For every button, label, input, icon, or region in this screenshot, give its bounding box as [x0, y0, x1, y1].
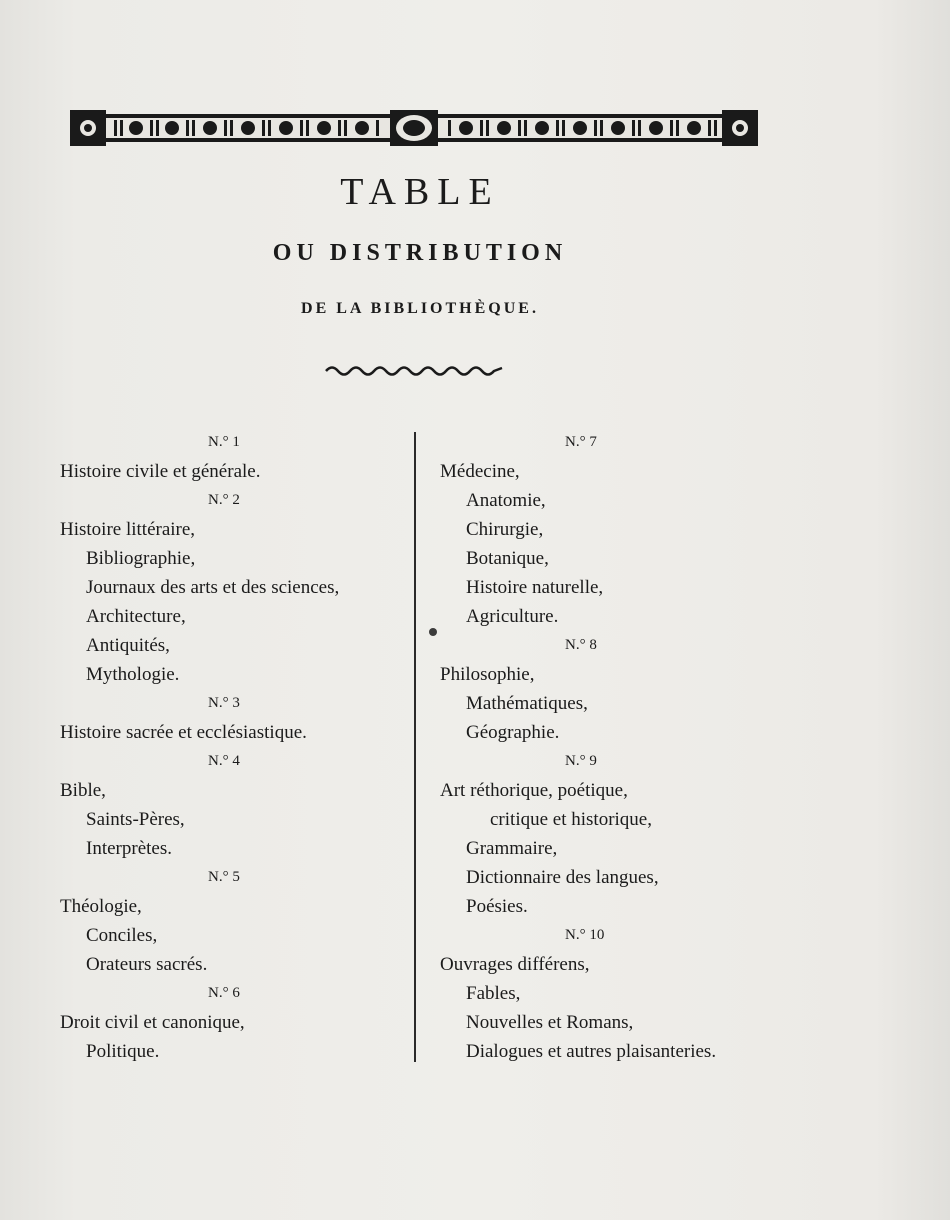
subsection-item: Anatomie, [466, 490, 546, 511]
subsection-item: Saints-Pères, [86, 809, 185, 830]
subsection-item: Journaux des arts et des sciences, [86, 577, 340, 598]
section-number: N.° 8 [565, 637, 597, 653]
section-number: N.° 3 [208, 695, 240, 711]
subsection-item: Grammaire, [466, 838, 558, 859]
subsection-item: Antiquités, [86, 635, 170, 656]
subsection-item: Mathématiques, [466, 693, 588, 714]
subsection-item: Politique. [86, 1041, 160, 1062]
subsection-item: Conciles, [86, 925, 158, 946]
section-number: N.° 4 [208, 753, 240, 769]
subsection-item: Nouvelles et Romans, [466, 1012, 634, 1033]
ink-spot [429, 628, 437, 636]
section-heading: Art réthorique, poétique, [440, 780, 628, 801]
subsection-item: Poésies. [466, 896, 528, 917]
page-subsubtitle: DE LA BIBLIOTHÈQUE. [301, 300, 539, 317]
section-number: N.° 7 [565, 434, 597, 450]
subsection-item: Fables, [466, 983, 521, 1004]
subsection-item: critique et historique, [490, 809, 652, 830]
squiggle-ornament [324, 362, 504, 376]
right-column [440, 428, 780, 1066]
section-number: N.° 5 [208, 869, 240, 885]
subsection-item: Architecture, [86, 606, 186, 627]
subsection-item: Chirurgie, [466, 519, 544, 540]
subsection-item: Histoire naturelle, [466, 577, 604, 598]
subsection-item: Orateurs sacrés. [86, 954, 208, 975]
page-subtitle: OU DISTRIBUTION [272, 240, 568, 266]
subsection-item: Agriculture. [466, 606, 559, 627]
subsection-item: Mythologie. [86, 664, 180, 685]
column-divider [414, 432, 416, 1062]
subsection-item: Bibliographie, [86, 548, 196, 569]
left-column [60, 428, 410, 1066]
section-number: N.° 10 [565, 927, 605, 943]
subsection-item: Géographie. [466, 722, 560, 743]
section-heading: Théologie, [60, 896, 142, 917]
page-title: TABLE [340, 171, 500, 213]
section-heading: Histoire littéraire, [60, 519, 196, 540]
ornamental-border [70, 110, 758, 146]
section-heading: Médecine, [440, 461, 520, 482]
section-heading: Philosophie, [440, 664, 535, 685]
section-heading: Droit civil et canonique, [60, 1012, 245, 1033]
section-heading: Ouvrages différens, [440, 954, 590, 975]
section-heading: Histoire sacrée et ecclésiastique. [60, 722, 307, 743]
section-number: N.° 2 [208, 492, 240, 508]
section-heading: Bible, [60, 780, 106, 801]
subsection-item: Interprètes. [86, 838, 172, 859]
section-number: N.° 1 [208, 434, 240, 450]
subsection-item: Dialogues et autres plaisanteries. [466, 1041, 717, 1062]
subsection-item: Botanique, [466, 548, 549, 569]
section-number: N.° 9 [565, 753, 597, 769]
subsection-item: Dictionnaire des langues, [466, 867, 659, 888]
section-number: N.° 6 [208, 985, 240, 1001]
section-heading: Histoire civile et générale. [60, 461, 261, 482]
